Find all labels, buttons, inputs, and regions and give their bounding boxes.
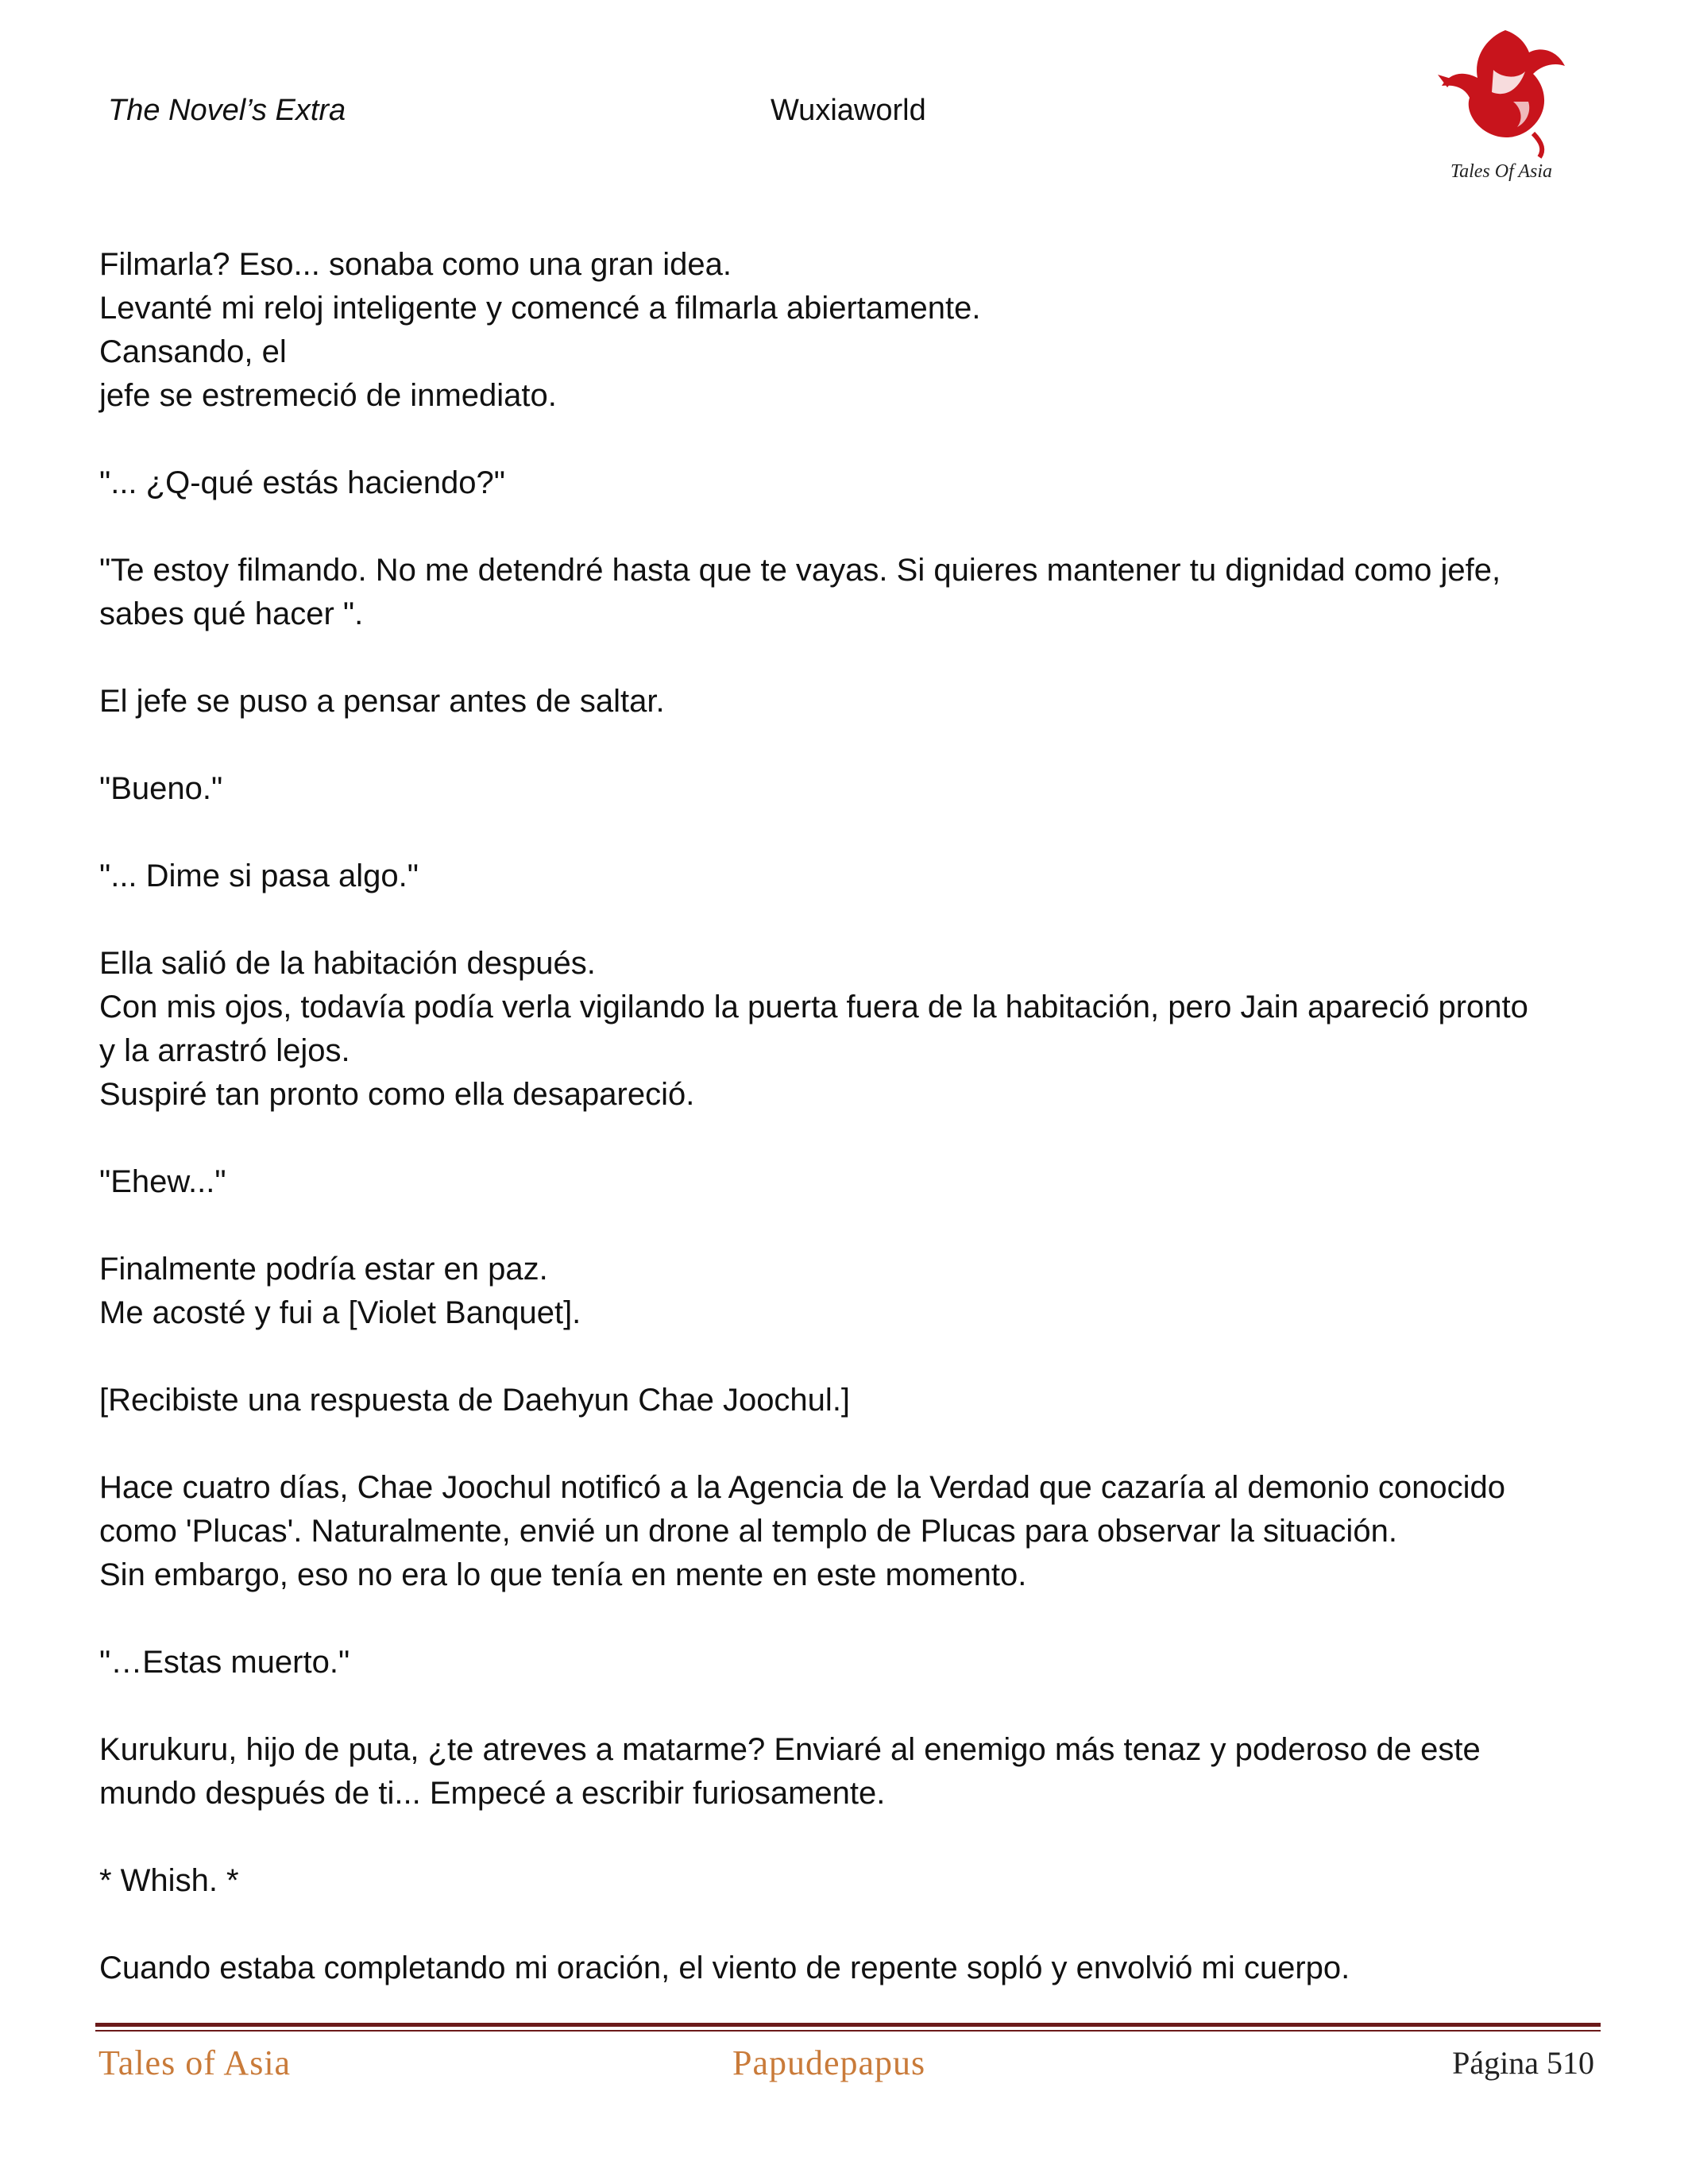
text-line: Cuando estaba completando mi oración, el viento de repente sopló y envolvió mi cuerpo. <box>99 1951 1350 1985</box>
text-line: "... Dime si pasa algo." <box>99 859 419 893</box>
text-line: "Ehew..." <box>99 1164 226 1199</box>
text-line: Suspiré tan pronto como ella desapareció. <box>99 1077 695 1112</box>
paragraph <box>99 1379 1593 1422</box>
text-line: Cansando, el <box>99 334 287 369</box>
text-line: Kurukuru, hijo de puta, ¿te atreves a matarme? Enviaré al enemigo más tenaz y poderoso de este <box>99 1732 1481 1767</box>
text-line: y la arrastró lejos. <box>99 1033 350 1068</box>
paragraph <box>99 767 1593 811</box>
paragraph <box>99 1248 1593 1335</box>
text-line: "…Estas muerto." <box>99 1645 350 1680</box>
paragraph <box>99 1947 1593 1990</box>
text-line: "Te estoy filmando. No me detendré hasta que te vayas. Si quieres mantener tu dignidad como jefe, <box>99 553 1501 588</box>
paragraph <box>99 1641 1593 1684</box>
text-line: Hace cuatro días, Chae Joochul notificó a la Agencia de la Verdad que cazaría al demonio conocido <box>99 1470 1506 1505</box>
text-line: Levanté mi reloj inteligente y comencé a filmarla abiertamente. <box>99 291 981 326</box>
footer-site-name: Tales of Asia <box>98 2043 292 2082</box>
paragraph <box>99 1466 1593 1597</box>
header-book-title: The Novel’s Extra <box>108 94 346 127</box>
footer-rule-thin <box>95 2030 1601 2032</box>
text-line: Filmarla? Eso... sonaba como una gran idea. <box>99 247 732 282</box>
paragraph <box>99 461 1593 505</box>
header-source: Wuxiaworld <box>771 94 926 127</box>
text-line: "Bueno." <box>99 771 223 806</box>
paragraph <box>99 680 1593 723</box>
chapter-body <box>99 243 1593 1990</box>
text-line: El jefe se puso a pensar antes de saltar. <box>99 684 665 719</box>
paragraph <box>99 1160 1593 1204</box>
paragraph <box>99 942 1593 1117</box>
text-line: Con mis ojos, todavía podía verla vigilando la puerta fuera de la habitación, pero Jain apareció pronto <box>99 990 1528 1024</box>
paragraph <box>99 1728 1593 1815</box>
text-line: "... ¿Q-qué estás haciendo?" <box>99 465 505 500</box>
text-line: [Recibiste una respuesta de Daehyun Chae Joochul.] <box>99 1383 851 1418</box>
paragraph <box>99 243 1593 418</box>
text-line: jefe se estremeció de inmediato. <box>99 378 557 413</box>
footer-rule <box>95 2023 1601 2027</box>
text-line: Me acosté y fui a [Violet Banquet]. <box>99 1295 581 1330</box>
text-line: mundo después de ti... Empecé a escribir furiosamente. <box>99 1776 886 1811</box>
paragraph <box>99 855 1593 898</box>
logo-lettering: Tales Of Asia <box>1450 161 1553 182</box>
text-line: Ella salió de la habitación después. <box>99 946 596 981</box>
text-line: sabes qué hacer ". <box>99 596 364 631</box>
text-line: * Whish. * <box>99 1863 239 1898</box>
text-line: Finalmente podría estar en paz. <box>99 1252 548 1287</box>
page-number: Página 510 <box>1452 2045 1594 2081</box>
text-line: Sin embargo, eso no era lo que tenía en mente en este momento. <box>99 1557 1027 1592</box>
paragraph <box>99 549 1593 636</box>
text-line: como 'Plucas'. Naturalmente, envié un drone al templo de Plucas para observar la situación. <box>99 1514 1397 1549</box>
paragraph <box>99 1859 1593 1903</box>
footer-translator: Papudepapus <box>732 2043 926 2082</box>
tales-of-asia-dragon-logo <box>1430 22 1573 189</box>
